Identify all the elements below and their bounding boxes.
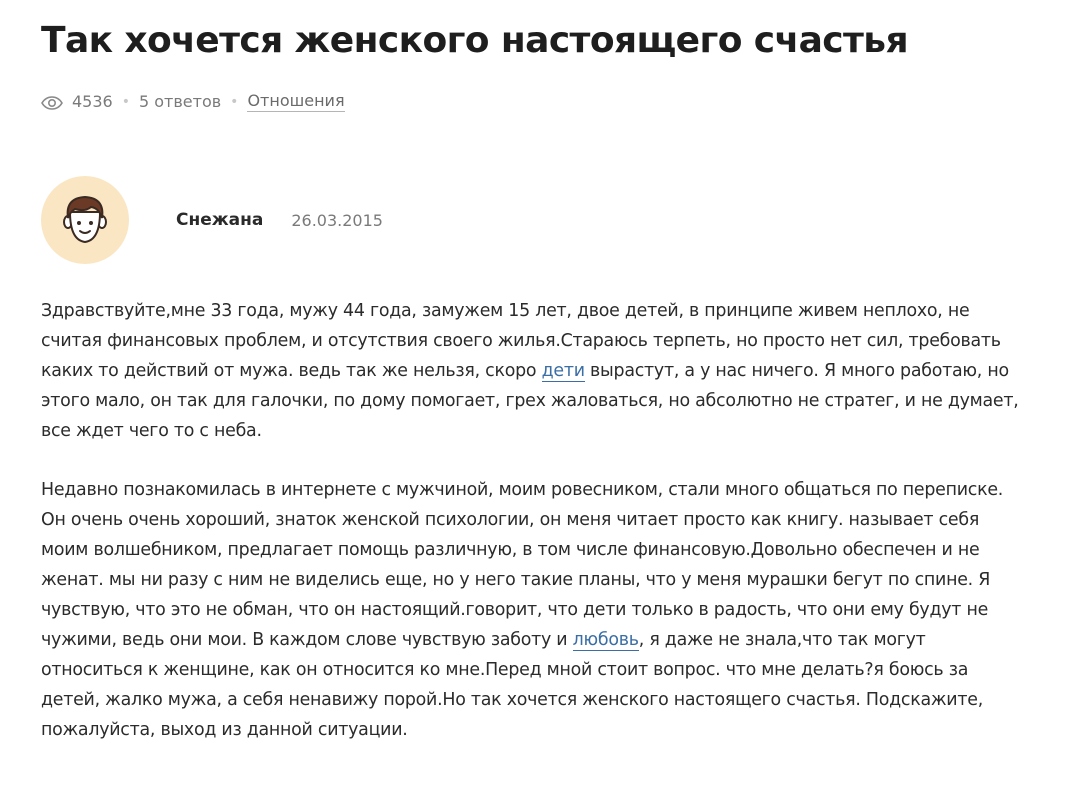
link-deti[interactable]: дети xyxy=(541,361,585,381)
face-avatar-icon xyxy=(55,190,115,250)
post-date: 26.03.2015 xyxy=(291,210,383,230)
text-line: Недавно познакомилась в интернете с мужчиной, моим ровесником, стали много общаться по переписке. xyxy=(41,480,1004,500)
link-lyubov[interactable]: любовь xyxy=(572,630,639,650)
text-line: детей, жалко мужа, а себя ненавижу порой.Но так хочется женского настоящего счастья. Подскажите, xyxy=(41,690,983,710)
meta-separator: • xyxy=(230,93,239,110)
text-fragment: чужими, ведь они мои. В каждом слове чувствую заботу и xyxy=(41,630,573,650)
body-paragraph-1 xyxy=(41,296,1041,446)
meta-separator: • xyxy=(121,93,130,110)
text-line: моим волшебником, предлагает помощь различную, в том числе финансовую.Довольно обеспечен и не xyxy=(41,540,980,560)
text-fragment: вырастут, а у нас ничего. Я много работаю, но xyxy=(584,361,1009,381)
text-line xyxy=(41,356,1041,386)
question-body xyxy=(41,296,1041,774)
text-line: чувствую, что это не обман, что он настоящий.говорит, что дети только в радость, что они ему будут не xyxy=(41,600,989,620)
question-meta xyxy=(41,91,345,112)
text-fragment: каких то действий от мужа. ведь так же нельзя, скоро xyxy=(41,361,542,381)
text-line: Он очень очень хороший, знаток женской психологии, он меня читает просто как книгу. называет себя xyxy=(41,510,980,530)
text-line: считая финансовых проблем, и отсутствия своего жилья.Стараюсь терпеть, но просто нет сил, требовать xyxy=(41,331,1001,351)
text-line: относиться к женщине, как он относится ко мне.Перед мной стоит вопрос. что мне делать?я боюсь за xyxy=(41,660,969,680)
question-title: Так хочется женского настоящего счастья xyxy=(41,20,908,61)
text-line: этого мало, он так для галочки, по дому помогает, грех жаловаться, но абсолютно не стратег, и не думает, xyxy=(41,391,1019,411)
text-line: женат. мы ни разу с ним не виделись еще, но у него такие планы, что у меня мурашки бегут по спине. Я xyxy=(41,570,991,590)
author-row xyxy=(41,176,383,264)
answers-count: 5 ответов xyxy=(138,92,222,111)
eye-icon xyxy=(41,95,63,109)
text-line xyxy=(41,625,1041,655)
author-name[interactable]: Снежана xyxy=(176,210,264,230)
text-line: Здравствуйте,мне 33 года, мужу 44 года, замужем 15 лет, двое детей, в принципе живем неплохо, не xyxy=(41,301,970,321)
text-line: пожалуйста, выход из данной ситуации. xyxy=(41,720,408,740)
text-fragment: , я даже не знала,что так могут xyxy=(638,630,926,650)
avatar[interactable] xyxy=(41,176,129,264)
text-line: все ждет чего то с неба. xyxy=(41,421,262,441)
views-count: 4536 xyxy=(72,92,113,111)
category-link[interactable]: Отношения xyxy=(247,91,345,110)
body-paragraph-2 xyxy=(41,475,1041,745)
